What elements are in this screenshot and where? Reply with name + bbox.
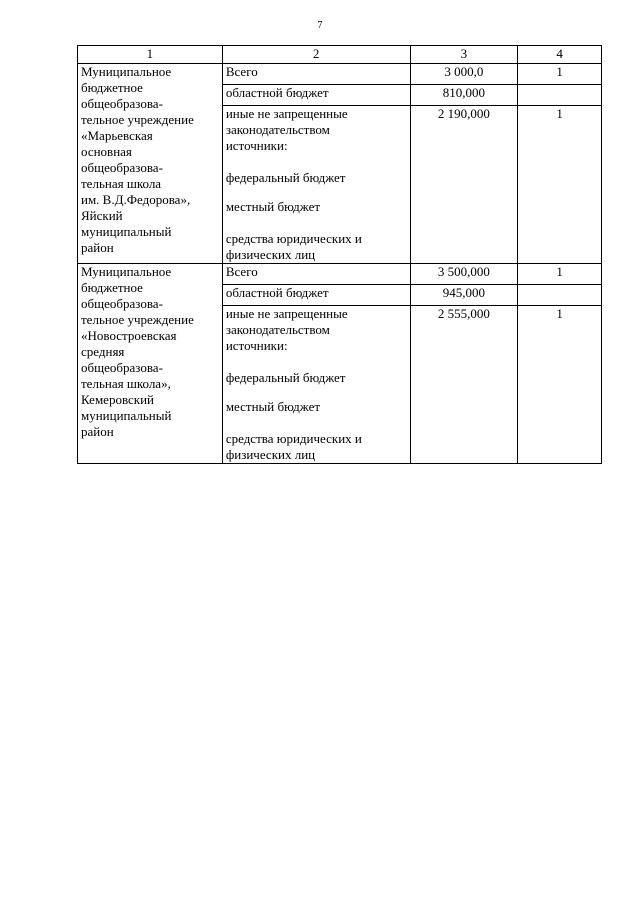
- organization-name-line: Кемеровский: [81, 392, 155, 407]
- other-sources-label-line: законодательством: [225, 322, 330, 337]
- other-sources-label-line: источники:: [225, 338, 288, 353]
- other-sources-count: 1: [518, 106, 602, 264]
- total-count: 1: [518, 64, 602, 85]
- organization-name-line: «Марьевская: [81, 128, 153, 143]
- other-sources-label-line: иные не запрещенные: [225, 106, 348, 121]
- organization-name-line: район: [81, 240, 114, 255]
- total-count: 1: [518, 264, 602, 285]
- organization-name-line: общеобразова-: [81, 96, 163, 111]
- regional-budget-label: областной бюджет: [222, 85, 410, 106]
- total-label: Всего: [222, 64, 410, 85]
- organization-name-line: Муниципальное: [81, 64, 172, 79]
- organization-name-line: общеобразова-: [81, 360, 163, 375]
- organization-name-cell: [78, 264, 223, 464]
- total-amount: 3 000,0: [410, 64, 518, 85]
- regional-budget-amount: 810,000: [410, 85, 518, 106]
- other-sources-amount: 2 190,000: [410, 106, 518, 264]
- organization-name-line: тельная школа: [81, 176, 162, 191]
- other-sources-amount: 2 555,000: [410, 306, 518, 464]
- legal-entities-label-line: физических лиц: [225, 247, 316, 262]
- organization-name-line: муниципальный: [81, 408, 172, 423]
- organization-name-line: бюджетное: [81, 80, 143, 95]
- budget-table: [77, 45, 602, 464]
- column-header-3: 3: [410, 46, 518, 64]
- local-budget-label: местный бюджет: [225, 399, 321, 414]
- total-amount: 3 500,000: [410, 264, 518, 285]
- federal-budget-label: федеральный бюджет: [225, 170, 346, 185]
- regional-budget-amount: 945,000: [410, 285, 518, 306]
- legal-entities-label-line: средства юридических и: [225, 431, 362, 446]
- organization-name-line: общеобразова-: [81, 296, 163, 311]
- organization-name-line: основная: [81, 144, 132, 159]
- organization-name-line: район: [81, 424, 114, 439]
- column-header-1: 1: [78, 46, 223, 64]
- organization-name-line: бюджетное: [81, 280, 143, 295]
- organization-name-line: тельное учреждение: [81, 112, 194, 127]
- organization-name-line: Муниципальное: [81, 264, 172, 279]
- total-label: Всего: [222, 264, 410, 285]
- organization-name-line: муниципальный: [81, 224, 172, 239]
- empty-cell: [518, 85, 602, 106]
- legal-entities-label-line: физических лиц: [225, 447, 316, 462]
- local-budget-label: местный бюджет: [225, 199, 321, 214]
- organization-name-line: тельное учреждение: [81, 312, 194, 327]
- organization-name-line: им. В.Д.Федорова»,: [81, 192, 191, 207]
- column-header-2: 2: [222, 46, 410, 64]
- table-row: [78, 264, 602, 285]
- legal-entities-label-line: средства юридических и: [225, 231, 362, 246]
- column-header-4: 4: [518, 46, 602, 64]
- table-header-row: [78, 46, 602, 64]
- organization-name-line: Яйский: [81, 208, 123, 223]
- other-sources-label-line: законодательством: [225, 122, 330, 137]
- regional-budget-label: областной бюджет: [222, 285, 410, 306]
- other-sources-count: 1: [518, 306, 602, 464]
- federal-budget-label: федеральный бюджет: [225, 370, 346, 385]
- other-sources-label-line: источники:: [225, 138, 288, 153]
- other-sources-cell: [222, 106, 410, 264]
- other-sources-label-line: иные не запрещенные: [225, 306, 348, 321]
- page-number: 7: [317, 20, 323, 31]
- organization-name-line: общеобразова-: [81, 160, 163, 175]
- table-row: [78, 64, 602, 85]
- organization-name-line: «Новостроевская: [81, 328, 177, 343]
- organization-name-line: тельная школа»,: [81, 376, 171, 391]
- organization-name-cell: [78, 64, 223, 264]
- empty-cell: [518, 285, 602, 306]
- organization-name-line: средняя: [81, 344, 125, 359]
- other-sources-cell: [222, 306, 410, 464]
